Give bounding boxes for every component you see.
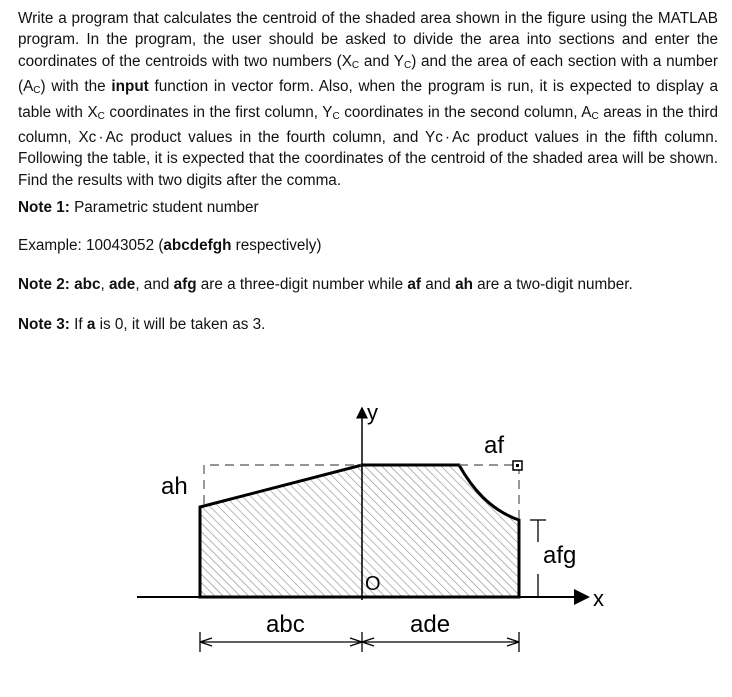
example-line: Example: 10043052 (abcdefgh respectively): [18, 237, 322, 254]
label-ade: ade: [410, 611, 451, 638]
bottom-dimension: [200, 632, 519, 652]
label-x-axis: x: [593, 586, 604, 611]
problem-statement: Write a program that calculates the centroid of the shaded area shown in the figure using the MATLAB program. In the program, the user should be asked to divide the area into sections and enter the coordinates of the centroids with two numbers ($X_C$ and $Y_C$) and the area of each section with a number $(A_C)$ with the input function in vector form. Also, when the program is run, it is expected to display a table with $X_C$ coordinates in the first column, $Y_C$ coordinates in the second column, $A_C$ areas in the third column, Xc · Ac product values in the fourth column, and Yc · Ac product values in the fifth column. Following the table, it is expected that the coordinates of the centroid of the shaded area will be shown. Find the results with two digits after the comma.: [18, 10, 719, 189]
label-origin: O: [365, 573, 381, 595]
label-y-axis: y: [367, 400, 378, 425]
label-abc: abc: [266, 611, 305, 638]
note-2: Note 2: abc, ade, and afg are a three-digit number while af and ah are a two-digit number.: [18, 276, 633, 293]
label-afg: afg: [543, 542, 577, 569]
note-1: Note 1: Parametric student number: [18, 199, 259, 216]
label-ah: ah: [161, 473, 188, 500]
label-af: af: [484, 432, 505, 459]
note-3: Note 3: If a is 0, it will be taken as 3.: [18, 316, 266, 333]
shaded-area: [200, 465, 519, 597]
